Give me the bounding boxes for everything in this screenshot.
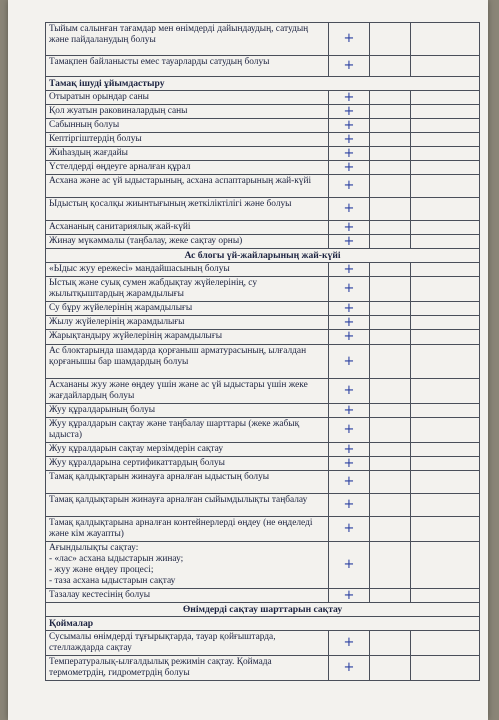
yes-mark-cell: +: [329, 198, 370, 221]
checklist-row: [46, 161, 480, 175]
no-mark-cell: [370, 147, 411, 161]
note-cell: [411, 589, 480, 603]
criterion-text: Асхананы жуу және өңдеу үшін және ас үй ыдыстары үшін жеке жағдайлардың болуы: [46, 379, 329, 404]
checklist-row: [46, 56, 480, 77]
note-cell: [411, 404, 480, 418]
yes-mark-cell: +: [329, 418, 370, 443]
yes-mark-cell: +: [329, 494, 370, 517]
no-mark-cell: [370, 542, 411, 589]
no-mark-cell: [370, 404, 411, 418]
criterion-text: Тамақпен байланысты емес тауарларды сатудың болуы: [46, 56, 329, 77]
checklist-row: [46, 105, 480, 119]
no-mark-cell: [370, 23, 411, 56]
criterion-text: Ыдыстың қосалқы жиынтығының жеткіліктілігі және болуы: [46, 198, 329, 221]
checklist-row: [46, 91, 480, 105]
checklist-row: [46, 23, 480, 56]
section-heading-row: [46, 249, 480, 263]
yes-mark-cell: +: [329, 517, 370, 542]
criterion-text: Тамақ қалдықтарын жинауға арналған ыдыстың болуы: [46, 471, 329, 494]
criterion-text: Отыратын орындар саны: [46, 91, 329, 105]
no-mark-cell: [370, 221, 411, 235]
no-mark-cell: [370, 263, 411, 277]
checklist-row: [46, 404, 480, 418]
note-cell: [411, 542, 480, 589]
yes-mark-cell: +: [329, 235, 370, 249]
yes-mark-cell: +: [329, 589, 370, 603]
no-mark-cell: [370, 316, 411, 330]
criterion-text: Асхананың санитариялық жай-күйі: [46, 221, 329, 235]
note-cell: [411, 345, 480, 379]
no-mark-cell: [370, 161, 411, 175]
note-cell: [411, 302, 480, 316]
no-mark-cell: [370, 443, 411, 457]
note-cell: [411, 457, 480, 471]
checklist-row: [46, 379, 480, 404]
yes-mark-cell: +: [329, 105, 370, 119]
yes-mark-cell: +: [329, 175, 370, 198]
note-cell: [411, 379, 480, 404]
criterion-text: Үстелдерді өңдеуге арналған құрал: [46, 161, 329, 175]
yes-mark-cell: +: [329, 379, 370, 404]
yes-mark-cell: +: [329, 147, 370, 161]
note-cell: [411, 147, 480, 161]
note-cell: [411, 161, 480, 175]
criterion-text: Жарықтандыру жүйелерінің жарамдылығы: [46, 330, 329, 345]
criterion-text: Жуу құралдарына сертификаттардың болуы: [46, 457, 329, 471]
no-mark-cell: [370, 277, 411, 302]
yes-mark-cell: +: [329, 263, 370, 277]
no-mark-cell: [370, 56, 411, 77]
criterion-text: Жинау мүкәммалы (таңбалау, жеке сақтау орны): [46, 235, 329, 249]
yes-mark-cell: +: [329, 443, 370, 457]
checklist-row: [46, 631, 480, 656]
no-mark-cell: [370, 418, 411, 443]
no-mark-cell: [370, 91, 411, 105]
yes-mark-cell: +: [329, 631, 370, 656]
no-mark-cell: [370, 494, 411, 517]
checklist-row: [46, 175, 480, 198]
criterion-text: Жуу құралдарының болуы: [46, 404, 329, 418]
no-mark-cell: [370, 631, 411, 656]
criterion-text: Тыйым салынған тағамдар мен өнімдерді дайындаудың, сатудың және пайдаланудың болуы: [46, 23, 329, 56]
criterion-text: Тамақ қалдықтарына арналған контейнерлерді өңдеу (не өңделеді және кім жауапты): [46, 517, 329, 542]
no-mark-cell: [370, 119, 411, 133]
criterion-text: Жуу құралдарын сақтау және таңбалау шарттары (жеке жабық ыдыста): [46, 418, 329, 443]
criterion-text: Тамақ қалдықтарын жинауға арналған сыйымдылықты таңбалау: [46, 494, 329, 517]
criterion-text: Жиһаздың жағдайы: [46, 147, 329, 161]
no-mark-cell: [370, 457, 411, 471]
no-mark-cell: [370, 133, 411, 147]
no-mark-cell: [370, 330, 411, 345]
no-mark-cell: [370, 302, 411, 316]
note-cell: [411, 631, 480, 656]
no-mark-cell: [370, 589, 411, 603]
checklist-row: [46, 443, 480, 457]
note-cell: [411, 91, 480, 105]
note-cell: [411, 494, 480, 517]
criterion-text: Ас блоктарында шамдарда қорғаныш арматурасының, ылғалдан қорғанышы бар шамдардың болуы: [46, 345, 329, 379]
subsection-heading-row: [46, 617, 480, 631]
yes-mark-cell: +: [329, 404, 370, 418]
checklist-row: [46, 494, 480, 517]
note-cell: [411, 105, 480, 119]
yes-mark-cell: +: [329, 656, 370, 681]
note-cell: [411, 471, 480, 494]
checklist-row: [46, 656, 480, 681]
checklist-row: [46, 542, 480, 589]
checklist-row: [46, 517, 480, 542]
note-cell: [411, 56, 480, 77]
yes-mark-cell: +: [329, 23, 370, 56]
yes-mark-cell: +: [329, 542, 370, 589]
no-mark-cell: [370, 517, 411, 542]
subsection-heading: Қоймалар: [46, 617, 480, 631]
no-mark-cell: [370, 379, 411, 404]
checklist-row: [46, 277, 480, 302]
checklist-table: [45, 22, 480, 681]
criterion-text: Асхана және ас үй ыдыстарының, асхана аспаптарының жай-күйі: [46, 175, 329, 198]
yes-mark-cell: +: [329, 56, 370, 77]
note-cell: [411, 277, 480, 302]
no-mark-cell: [370, 471, 411, 494]
note-cell: [411, 221, 480, 235]
checklist-row: [46, 418, 480, 443]
yes-mark-cell: +: [329, 471, 370, 494]
checklist-row: [46, 119, 480, 133]
checklist-row: [46, 133, 480, 147]
criterion-text: Кептіргіштердің болуы: [46, 133, 329, 147]
no-mark-cell: [370, 198, 411, 221]
note-cell: [411, 175, 480, 198]
yes-mark-cell: +: [329, 330, 370, 345]
note-cell: [411, 443, 480, 457]
no-mark-cell: [370, 175, 411, 198]
note-cell: [411, 263, 480, 277]
checklist-row: [46, 471, 480, 494]
yes-mark-cell: +: [329, 316, 370, 330]
checklist-row: [46, 235, 480, 249]
no-mark-cell: [370, 656, 411, 681]
criterion-text: Тазалау кестесінің болуы: [46, 589, 329, 603]
note-cell: [411, 198, 480, 221]
checklist-row: [46, 589, 480, 603]
checklist-row: [46, 302, 480, 316]
subsection-heading: Тамақ ішуді ұйымдастыру: [46, 77, 480, 91]
criterion-text: «Ыдыс жуу ережесі» мандайшасының болуы: [46, 263, 329, 277]
criterion-text: Сабынның болуы: [46, 119, 329, 133]
criterion-text: Жуу құралдарын сақтау мерзімдерін сақтау: [46, 443, 329, 457]
note-cell: [411, 119, 480, 133]
yes-mark-cell: +: [329, 302, 370, 316]
criterion-text: Ыстық және суық сумен жабдықтау жүйелерінің, су жылытқыштардың жарамдылығы: [46, 277, 329, 302]
note-cell: [411, 235, 480, 249]
checklist-row: [46, 147, 480, 161]
criterion-text: Су бұру жүйелерінің жарамдылығы: [46, 302, 329, 316]
checklist-row: [46, 345, 480, 379]
criterion-text: Сусымалы өнімдерді тұғырықтарда, тауар қойғыштарда, стеллаждарда сақтау: [46, 631, 329, 656]
note-cell: [411, 330, 480, 345]
document-page: [8, 0, 488, 720]
yes-mark-cell: +: [329, 277, 370, 302]
yes-mark-cell: +: [329, 161, 370, 175]
note-cell: [411, 23, 480, 56]
yes-mark-cell: +: [329, 133, 370, 147]
criterion-text: Жылу жүйелерінің жарамдылығы: [46, 316, 329, 330]
criterion-text: Қол жуатын раковиналардың саны: [46, 105, 329, 119]
note-cell: [411, 418, 480, 443]
note-cell: [411, 517, 480, 542]
checklist-row: [46, 263, 480, 277]
checklist-row: [46, 330, 480, 345]
note-cell: [411, 133, 480, 147]
section-heading: Ас блогы үй-жайларының жай-күйі: [46, 249, 480, 263]
section-heading: Өнімдерді сақтау шарттарын сақтау: [46, 603, 480, 617]
yes-mark-cell: +: [329, 119, 370, 133]
note-cell: [411, 316, 480, 330]
subsection-heading-row: [46, 77, 480, 91]
checklist-row: [46, 221, 480, 235]
section-heading-row: [46, 603, 480, 617]
yes-mark-cell: +: [329, 221, 370, 235]
yes-mark-cell: +: [329, 91, 370, 105]
no-mark-cell: [370, 345, 411, 379]
note-cell: [411, 656, 480, 681]
yes-mark-cell: +: [329, 345, 370, 379]
criterion-text: Ағындылықты сақтау: - «лас» асхана ыдыстарын жинау; - жуу және өңдеу процесі; - таза асхана ыдыстарын сақтау: [46, 542, 329, 589]
checklist-row: [46, 198, 480, 221]
checklist-row: [46, 457, 480, 471]
yes-mark-cell: +: [329, 457, 370, 471]
checklist-row: [46, 316, 480, 330]
criterion-text: Температуралық-ылғалдылық режимін сақтау. Қоймада термометрдің, гидрометрдің болуы: [46, 656, 329, 681]
no-mark-cell: [370, 235, 411, 249]
no-mark-cell: [370, 105, 411, 119]
